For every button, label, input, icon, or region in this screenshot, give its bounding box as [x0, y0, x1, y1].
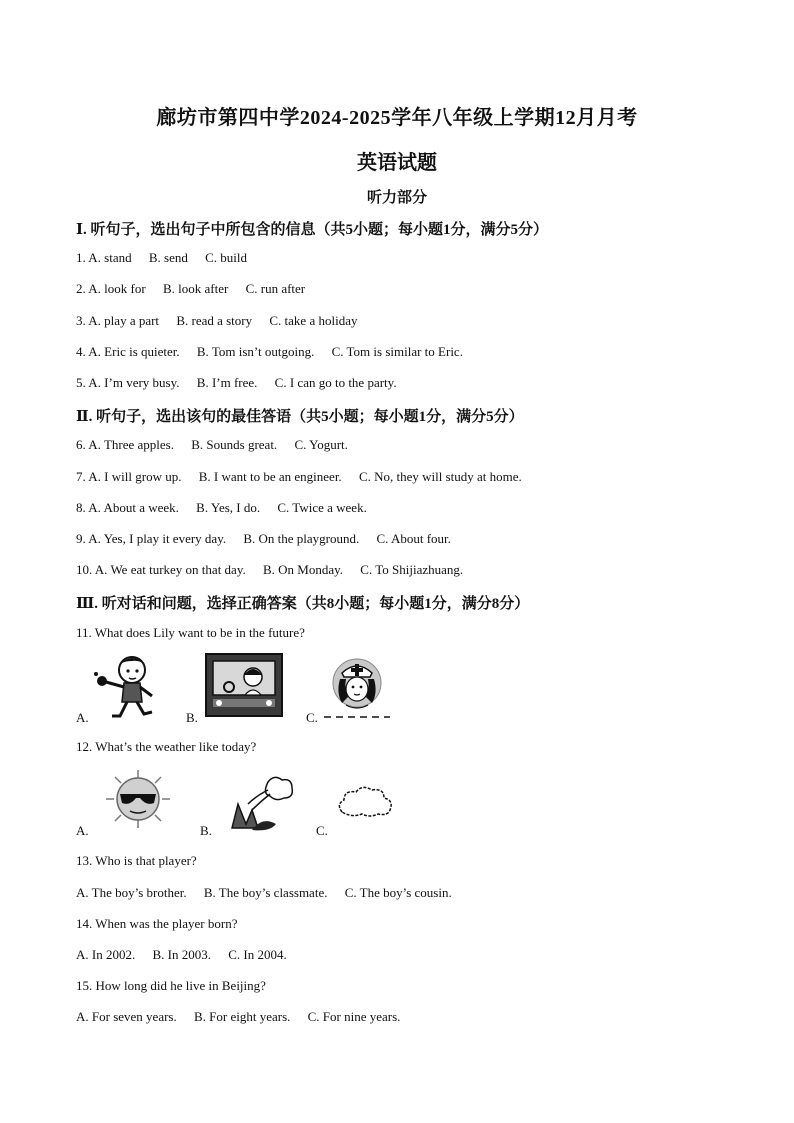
q11-option-b-label: B.: [186, 710, 198, 725]
question-10: 10. A. We eat turkey on that day. B. On Monday. C. To Shijiazhuang.: [76, 562, 464, 577]
exam-title: 廊坊市第四中学2024-2025学年八年级上学期12月月考: [156, 107, 638, 129]
question-14-options: A. In 2002. B. In 2003. C. In 2004.: [76, 947, 287, 962]
section-2-heading: Ⅱ. 听句子，选出该句的最佳答语（共5小题；每小题1分，满分5分）: [76, 409, 524, 425]
exam-subtitle: 英语试题: [357, 152, 437, 174]
question-15: 15. How long did he live in Beijing?: [76, 978, 266, 993]
nurse-icon: [322, 653, 392, 721]
q11-option-c-label: C.: [306, 710, 318, 725]
question-12: 12. What’s the weather like today?: [76, 739, 257, 754]
section-3-heading: Ⅲ. 听对话和问题，选择正确答案（共8小题；每小题1分，满分8分）: [76, 596, 530, 612]
question-6: 6. A. Three apples. B. Sounds great. C. Yogurt.: [76, 437, 348, 452]
q11-option-a-label: A.: [76, 710, 89, 725]
question-8: 8. A. About a week. B. Yes, I do. C. Twice a week.: [76, 500, 367, 515]
question-5: 5. A. I’m very busy. B. I’m free. C. I can go to the party.: [76, 375, 397, 390]
part-heading: 听力部分: [366, 190, 427, 206]
question-2: 2. A. look for B. look after C. run after: [76, 281, 306, 296]
windy-icon: [218, 774, 296, 834]
question-15-options: A. For seven years. B. For eight years. C. For nine years.: [76, 1009, 401, 1024]
section-1-heading: Ⅰ. 听句子，选出句子中所包含的信息（共5小题；每小题1分，满分5分）: [76, 222, 549, 238]
question-3: 3. A. play a part B. read a story C. take a holiday: [76, 313, 358, 328]
question-13: 13. Who is that player?: [76, 853, 197, 868]
cloudy-icon: [334, 786, 396, 820]
question-9: 9. A. Yes, I play it every day. B. On the playground. C. About four.: [76, 531, 451, 546]
question-13-options: A. The boy’s brother. B. The boy’s classmate. C. The boy’s cousin.: [76, 885, 452, 900]
q12-option-b-label: B.: [200, 823, 212, 838]
question-7: 7. A. I will grow up. B. I want to be an engineer. C. No, they will study at home.: [76, 469, 522, 484]
q12-option-a-label: A.: [76, 823, 89, 838]
question-11: 11. What does Lily want to be in the future?: [76, 625, 305, 640]
table-tennis-player-icon: [92, 652, 164, 722]
question-14: 14. When was the player born?: [76, 916, 238, 931]
bus-driver-icon: [205, 653, 283, 717]
q12-option-c-label: C.: [316, 823, 328, 838]
question-1: 1. A. stand B. send C. build: [76, 250, 248, 265]
sunny-icon: [98, 768, 178, 830]
question-4: 4. A. Eric is quieter. B. Tom isn’t outgoing. C. Tom is similar to Eric.: [76, 344, 463, 359]
